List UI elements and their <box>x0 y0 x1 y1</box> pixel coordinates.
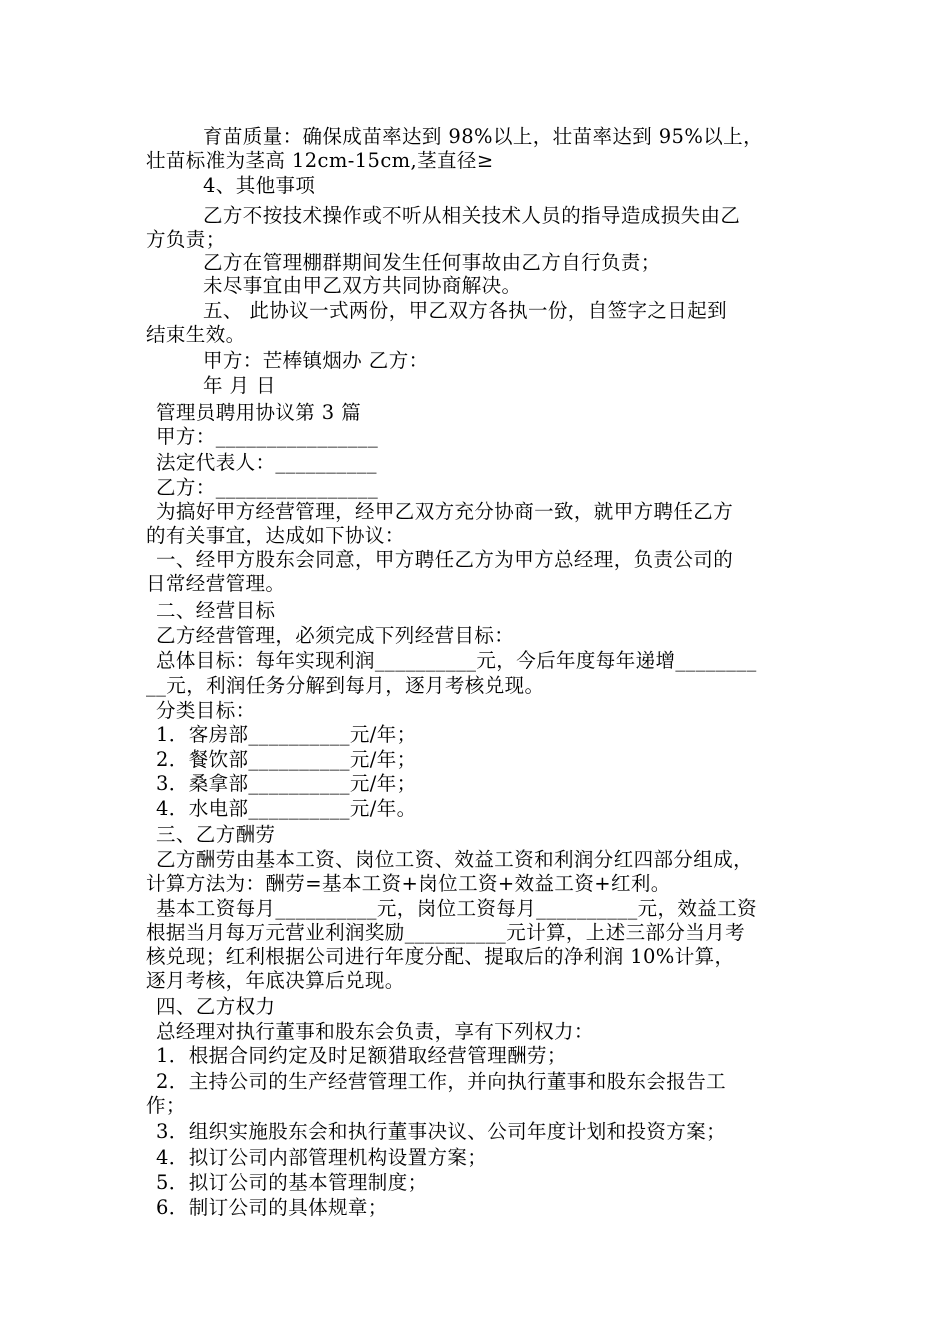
text-line: 乙方经营管理，必须完成下列经营目标： <box>156 624 515 647</box>
list-item: 2．主持公司的生产经营管理工作，并向执行董事和股东会报告工 <box>156 1070 727 1093</box>
list-item: 1．根据合同约定及时足额猎取经营管理酬劳； <box>156 1044 567 1067</box>
list-item: 5．拟订公司的基本管理制度； <box>156 1171 428 1194</box>
text-line: 总经理对执行董事和股东会负责，享有下列权力： <box>156 1020 594 1043</box>
text-line: __元，利润任务分解到每月，逐月考核兑现。 <box>146 674 545 697</box>
list-item: 6．制订公司的具体规章； <box>156 1196 388 1219</box>
text-line: 总体目标：每年实现利润__________元，今后年度每年递增________ <box>156 649 757 672</box>
text-line: 作； <box>146 1094 186 1117</box>
text-line: 为搞好甲方经营管理，经甲乙双方充分协商一致，就甲方聘任乙方 <box>156 500 734 523</box>
text-line: 未尽事宜由甲乙双方共同协商解决。 <box>203 274 522 297</box>
text-line: 壮苗标准为茎高 12cm-15cm,茎直径≥ <box>146 149 494 172</box>
text-line: 年 月 日 <box>203 374 276 397</box>
list-item: 3．组织实施股东会和执行董事决议、公司年度计划和投资方案； <box>156 1120 727 1143</box>
text-line: 一、经甲方股东会同意，甲方聘任乙方为甲方总经理，负责公司的 <box>156 548 734 571</box>
list-item: 3．桑拿部__________元/年； <box>156 772 417 795</box>
text-line: 核兑现；红利根据公司进行年度分配、提取后的净利润 10%计算， <box>146 945 735 968</box>
text-line: 根据当月每万元营业利润奖励__________元计算，上述三部分当月考 <box>146 921 746 944</box>
text-line: 日常经营管理。 <box>146 572 286 595</box>
list-item: 4．拟订公司内部管理机构设置方案； <box>156 1146 488 1169</box>
text-line: 甲方：芒棒镇烟办 乙方： <box>203 349 429 372</box>
text-line: 乙方在管理棚群期间发生任何事故由乙方自行负责； <box>203 251 661 274</box>
text-line: 结束生效。 <box>146 323 246 346</box>
section-title: 管理员聘用协议第 3 篇 <box>156 401 362 424</box>
text-line: 分类目标： <box>156 699 256 722</box>
text-line: 二、经营目标 <box>156 599 276 622</box>
text-line: 4、其他事项 <box>203 174 316 197</box>
text-line: 法定代表人：__________ <box>156 451 377 474</box>
text-line: 乙方：________________ <box>156 476 379 499</box>
text-line: 方负责； <box>146 228 226 251</box>
text-line: 育苗质量：确保成苗率达到 98%以上，壮苗率达到 95%以上， <box>203 125 763 148</box>
text-line: 逐月考核，年底决算后兑现。 <box>146 969 405 992</box>
text-line: 乙方不按技术操作或不听从相关技术人员的指导造成损失由乙 <box>203 204 741 227</box>
text-line: 四、乙方权力 <box>156 995 276 1018</box>
text-line: 乙方酬劳由基本工资、岗位工资、效益工资和利润分红四部分组成， <box>156 848 754 871</box>
text-line: 五、 此协议一式两份，甲乙双方各执一份，自签字之日起到 <box>203 299 727 322</box>
text-line: 甲方：________________ <box>156 425 379 448</box>
list-item: 1．客房部__________元/年； <box>156 723 417 746</box>
text-line: 的有关事宜，达成如下协议： <box>146 524 405 547</box>
text-line: 计算方法为：酬劳=基本工资+岗位工资+效益工资+红利。 <box>146 872 671 895</box>
list-item: 2．餐饮部__________元/年； <box>156 748 417 771</box>
text-line: 三、乙方酬劳 <box>156 823 276 846</box>
text-line: 基本工资每月__________元，岗位工资每月__________元，效益工资 <box>156 897 758 920</box>
list-item: 4．水电部__________元/年。 <box>156 797 417 820</box>
